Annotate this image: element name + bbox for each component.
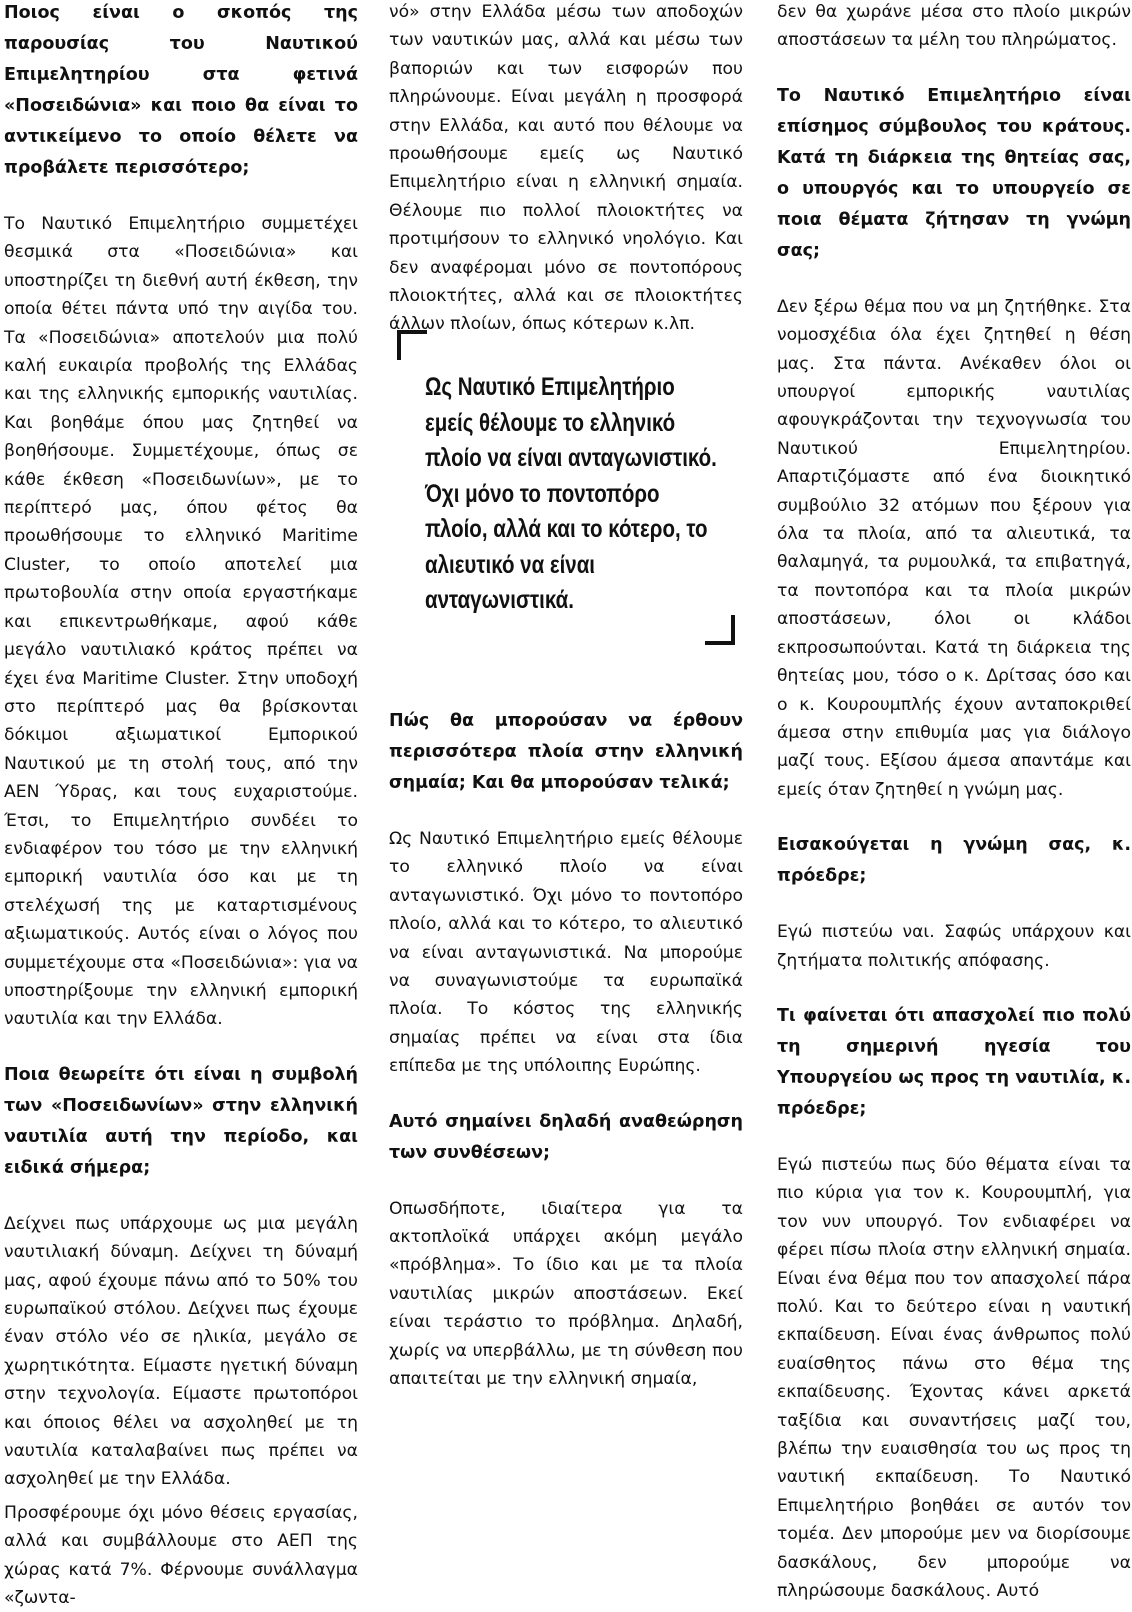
question-1: Ποιος είναι ο σκοπός της παρουσίας του Ναυτικού Επιμελητηρίου στα φετινά «Ποσειδώνια» και ποιο θα είναι το αντικείμενο το οποίο θέλετε να προβάλετε περισσότερο;: [4, 3, 358, 178]
pull-quote-text: Ως Ναυτικό Επιμελητήριο εμείς θέλουμε το ελληνικό πλοίο να είναι ανταγωνιστικό. Όχι μόνο το ποντοπόρο πλοίο, αλλά και το κότερο, το αλιευτικό να είναι ανταγωνιστικά.: [425, 373, 717, 614]
answer-7: Εγώ πιστεύω πως δύο θέματα είναι τα πιο κύρια για τον κ. Κουρουμπλή, για τον νυν υπουργό. Τον ενδιαφέρει να φέρει πίσω πλοία στην ελληνική σημαία. Είναι ένα θέμα που τον απασχολεί πάρα πολύ. Και το δεύτερο είναι η ναυτική εκπαίδευση. Είναι ένας άνθρωπος πολύ ευαίσθητος πάνω στο θέμα της εκπαίδευσης. Έχοντας κάνει αρκετά ταξίδια και συναντήσεις μαζί του, βλέπω την ευαισθησία του ως προς τη ναυτική εκπαίδευση. Το Ναυτικό Επιμελητήριο βοηθάει σε αυτόν τον τομέα. Δεν μπορούμε μεν να διορίσουμε δασκάλους, δεν μπορούμε να πληρώσουμε δασκάλους. Αυτό: [777, 1154, 1131, 1602]
column-3: [777, 0, 1131, 1602]
quote-corner-bottom-right: [705, 615, 735, 645]
question-2: Ποια θεωρείτε ότι είναι η συμβολή των «Ποσειδωνίων» στην ελληνική ναυτιλία αυτή την περίοδο, και ειδικά σήμερα;: [4, 1064, 358, 1178]
question-7: Τι φαίνεται ότι απασχολεί πιο πολύ τη σημερινή ηγεσία του Υπουργείου ως προς τη ναυτιλία, κ. πρόεδρε;: [777, 1005, 1131, 1119]
answer-2-continuation: νό» στην Ελλάδα μέσω των αποδοχών των ναυτικών μας, αλλά και μέσω των βαποριών και των εισφορών που πληρώνουμε. Είναι μεγάλη η προσφορά στην Ελλάδα, και αυτό που θέλουμε να προωθήσουμε εμείς ως Ναυτικό Επιμελητήριο είναι η ελληνική σημαία. Θέλουμε πιο πολλοί πλοιοκτήτες να προτιμήσουν το ελληνικό νηολόγιο. Και δεν αναφέρομαι μόνο σε ποντοπόρους πλοιοκτήτες, αλλά και σε πλοιοκτήτες άλλων πλοίων, όπως κότερων κ.λπ.: [389, 2, 743, 335]
pull-quote: [389, 330, 743, 645]
answer-6: Εγώ πιστεύω ναι. Σαφώς υπάρχουν και ζητήματα πολιτικής απόφασης.: [777, 922, 1131, 971]
answer-2: Δείχνει πως υπάρχουμε ως μια μεγάλη ναυτιλιακή δύναμη. Δείχνει τη δύναμή μας, αφού έχουμε πάνω από το 50% του ευρωπαϊκού στόλου. Δείχνει πως έχουμε έναν στόλο νέο σε ηλικία, μεγάλο σε χωρητικότητα. Είμαστε ηγετική δύναμη στην τεχνολογία. Είμαστε πρωτοπόροι και όποιος θέλει να ασχοληθεί με τη ναυτιλία καταλαβαίνει πως πρέπει να ασχοληθεί με την Ελλάδα.: [4, 1213, 358, 1490]
answer-3: Ως Ναυτικό Επιμελητήριο εμείς θέλουμε το ελληνικό πλοίο να είναι ανταγωνιστικό. Όχι μόνο το ποντοπόρο πλοίο, αλλά και το κότερο, το αλιευτικό να είναι ανταγωνιστικά. Να μπορούμε να συναγωνιστούμε τα ευρωπαϊκά πλοία. Το κόστος της ελληνικής σημαίας πρέπει να είναι στα ίδια επίπεδα με της υπόλοιπης Ευρώπης.: [389, 829, 743, 1077]
question-5: Το Ναυτικό Επιμελητήριο είναι επίσημος σύμβουλος του κράτους. Κατά τη διάρκεια της θητείας σας, ο υπουργός και το υπουργείο σε ποια θέματα ζήτησαν τη γνώμη σας;: [777, 85, 1131, 261]
answer-4: Οπωσδήποτε, ιδιαίτερα για τα ακτοπλοϊκά υπάρχει ακόμη μεγάλο «πρόβλημα». Το ίδιο και με τα πλοία ναυτιλίας μικρών αποστάσεων. Εκεί είναι τεράστιο το πρόβλημα. Δηλαδή, χωρίς να υπερβάλλω, με τη σύνθεση που απαιτείται με την ελληνική σημαία,: [389, 1198, 743, 1390]
answer-1: Το Ναυτικό Επιμελητήριο συμμετέχει θεσμικά στα «Ποσειδώνια» και υποστηρίζει τη διεθνή αυτή έκθεση, την οποία θέτει πάντα υπό την αιγίδα του. Τα «Ποσειδώνια» αποτελούν μια πολύ καλή ευκαιρία προβολής της Ελλάδας και της ελληνικής εμπορικής ναυτιλίας. Και βοηθάμε όπου μας ζητηθεί να βοηθήσουμε. Συμμετέχουμε, όπως σε κάθε έκθεση «Ποσειδωνίων», με το περίπτερό μας, όπου φέτος θα προωθήσουμε το ελληνικό Maritime Cluster, το οποίο αποτελεί μια πρωτοβουλία στην οποία εργαστήκαμε και επικεντρωθήκαμε, αφού κάθε μεγάλο ναυτιλιακό κράτος πρέπει να έχει ένα Maritime Cluster. Στην υποδοχή στο περίπτερό μας θα βρίσκονται δόκιμοι αξιωματικοί Εμπορικού Ναυτικού με τη στολή τους, από την ΑΕΝ Ύδρας, και τους ευχαριστούμε. Έτσι, το Επιμελητήριο συνδέει το ενδιαφέρον του τόσο με την ελληνική εμπορική ναυτιλία όσο και με τη στελέχωσή της με καταρτισμένους αξιωματικούς. Αυτός είναι ο λόγος που συμμετέχουμε στα «Ποσειδώνια»: για να υποστηρίξουμε την ελληνική εμπορική ναυτιλία και την Ελλάδα.: [4, 214, 358, 1030]
quote-corner-top-left: [397, 330, 427, 360]
column-1: [4, 0, 358, 1609]
column-2: [389, 0, 743, 1390]
question-3: Πώς θα μπορούσαν να έρθουν περισσότερα πλοία στην ελληνική σημαία; Και θα μπορούσαν τελικά;: [389, 711, 743, 793]
answer-4-continued: δεν θα χωράνε μέσα στο πλοίο μικρών αποστάσεων τα μέλη του πληρώματος.: [777, 2, 1131, 51]
question-4: Αυτό σημαίνει δηλαδή αναθεώρηση των συνθέσεων;: [389, 1111, 743, 1163]
answer-2-continued: Προσφέρουμε όχι μόνο θέσεις εργασίας, αλλά και συμβάλλουμε στο ΑΕΠ της χώρας κατά 7%. Φέρνουμε συνάλλαγμα «ζωντα-: [4, 1502, 358, 1609]
question-6: Εισακούγεται η γνώμη σας, κ. πρόεδρε;: [777, 835, 1131, 887]
answer-5: Δεν ξέρω θέμα που να μη ζητήθηκε. Στα νομοσχέδια όλα έχει ζητηθεί η θέση μας. Στα πάντα. Ανέκαθεν όλοι οι υπουργοί εμπορικής ναυτιλίας αφουγκράζονται την τεχνογνωσία του Ναυτικού Επιμελητηρίου. Απαρτιζόμαστε από ένα διοικητικό συμβούλιο 32 ατόμων που ξέρουν για όλα τα πλοία, από τα αλιευτικά, τα θαλαμηγά, τα ρυμουλκά, τα επιβατηγά, τα ποντοπόρα και τα πλοία μικρών αποστάσεων, όλοι οι κλάδοι εκπροσωπούνται. Κατά τη διάρκεια της θητείας μου, τόσο ο κ. Δρίτσας όσο και ο κ. Κουρουμπλής έχουν ανταποκριθεί άμεσα στην επιθυμία μας για διάλογο μαζί τους. Εξίσου άμεσα απαντάμε και εμείς όταν ζητηθεί η γνώμη μας.: [777, 296, 1131, 800]
